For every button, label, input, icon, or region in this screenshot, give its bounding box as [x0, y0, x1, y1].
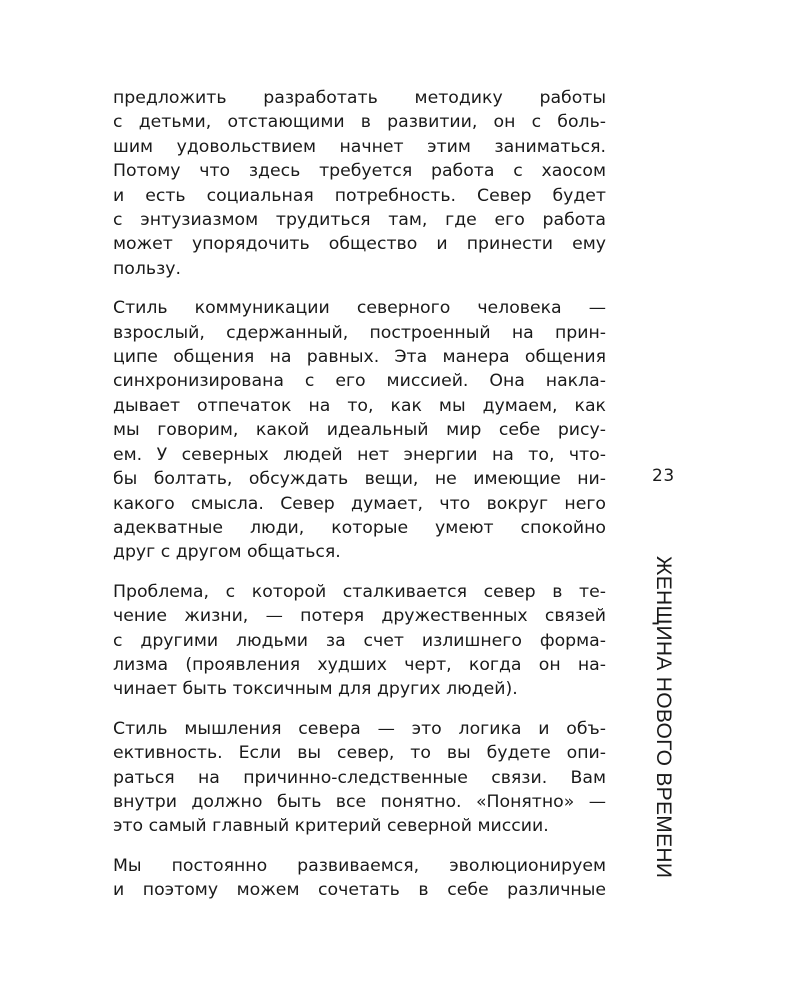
text-line: адекватные люди, которые умеют спокойно	[113, 517, 606, 538]
text-line: ем. У северных людей нет энергии на то, что-	[113, 444, 606, 465]
text-line: может упорядочить общество и принести ему	[113, 234, 606, 255]
text-line: мы говорим, какой идеальный мир себе рису-	[113, 420, 606, 441]
text-line: ективность. Если вы север, то вы будете опи-	[113, 743, 606, 764]
body-text	[113, 86, 606, 918]
text-line: предложить разработать методику работы	[113, 88, 606, 108]
text-line: дывает отпечаток на то, как мы думаем, как	[113, 395, 606, 416]
text-line: с энтузиазмом трудиться там, где его работа	[113, 210, 606, 231]
text-line: Потому что здесь требуется работа с хаосом	[113, 161, 606, 182]
text-line: Стиль мышления севера — это логика и объ-	[113, 718, 606, 739]
text-line: с другими людьми за счет излишнего форма-	[113, 630, 606, 651]
text-line: Проблема, с которой сталкивается север в те-	[113, 581, 606, 602]
text-line: Мы постоянно развиваемся, эволюционируем	[113, 855, 606, 876]
text-line: синхронизирована с его миссией. Она накла-	[113, 371, 606, 392]
paragraph-3	[113, 580, 606, 702]
text-line: взрослый, сдержанный, построенный на прин-	[113, 322, 606, 343]
text-line: это самый главный критерий северной миссии.	[113, 816, 549, 837]
text-line: чение жизни, — потеря дружественных связей	[113, 606, 606, 627]
paragraph-5	[113, 854, 606, 903]
text-line: с детьми, отстающими в развитии, он с боль-	[113, 112, 606, 133]
text-line: шим удовольствием начнет этим заниматься.	[113, 136, 606, 157]
text-line: пользу.	[113, 258, 182, 279]
paragraph-1	[113, 86, 606, 281]
text-line: и поэтому можем сочетать в себе различные	[113, 880, 606, 901]
page-number: 23	[652, 466, 675, 486]
paragraph-2	[113, 296, 606, 564]
text-line: чинает быть токсичным для других людей).	[113, 679, 518, 700]
text-line: раться на причинно-следственные связи. Вам	[113, 767, 606, 788]
text-line: внутри должно быть все понятно. «Понятно» —	[113, 791, 606, 812]
text-line: ципе общения на равных. Эта манера общения	[113, 347, 606, 368]
text-line: Стиль коммуникации северного человека —	[113, 298, 606, 319]
text-line: бы болтать, обсуждать вещи, не имеющие ни-	[113, 469, 606, 490]
text-line: друг с другом общаться.	[113, 542, 341, 563]
text-line: какого смысла. Север думает, что вокруг него	[113, 493, 606, 514]
text-line: и есть социальная потребность. Север будет	[113, 185, 606, 206]
text-line: лизма (проявления худших черт, когда он на-	[113, 654, 606, 675]
paragraph-4	[113, 717, 606, 839]
running-title: ЖЕНЩИНА НОВОГО ВРЕМЕНИ	[652, 556, 675, 879]
